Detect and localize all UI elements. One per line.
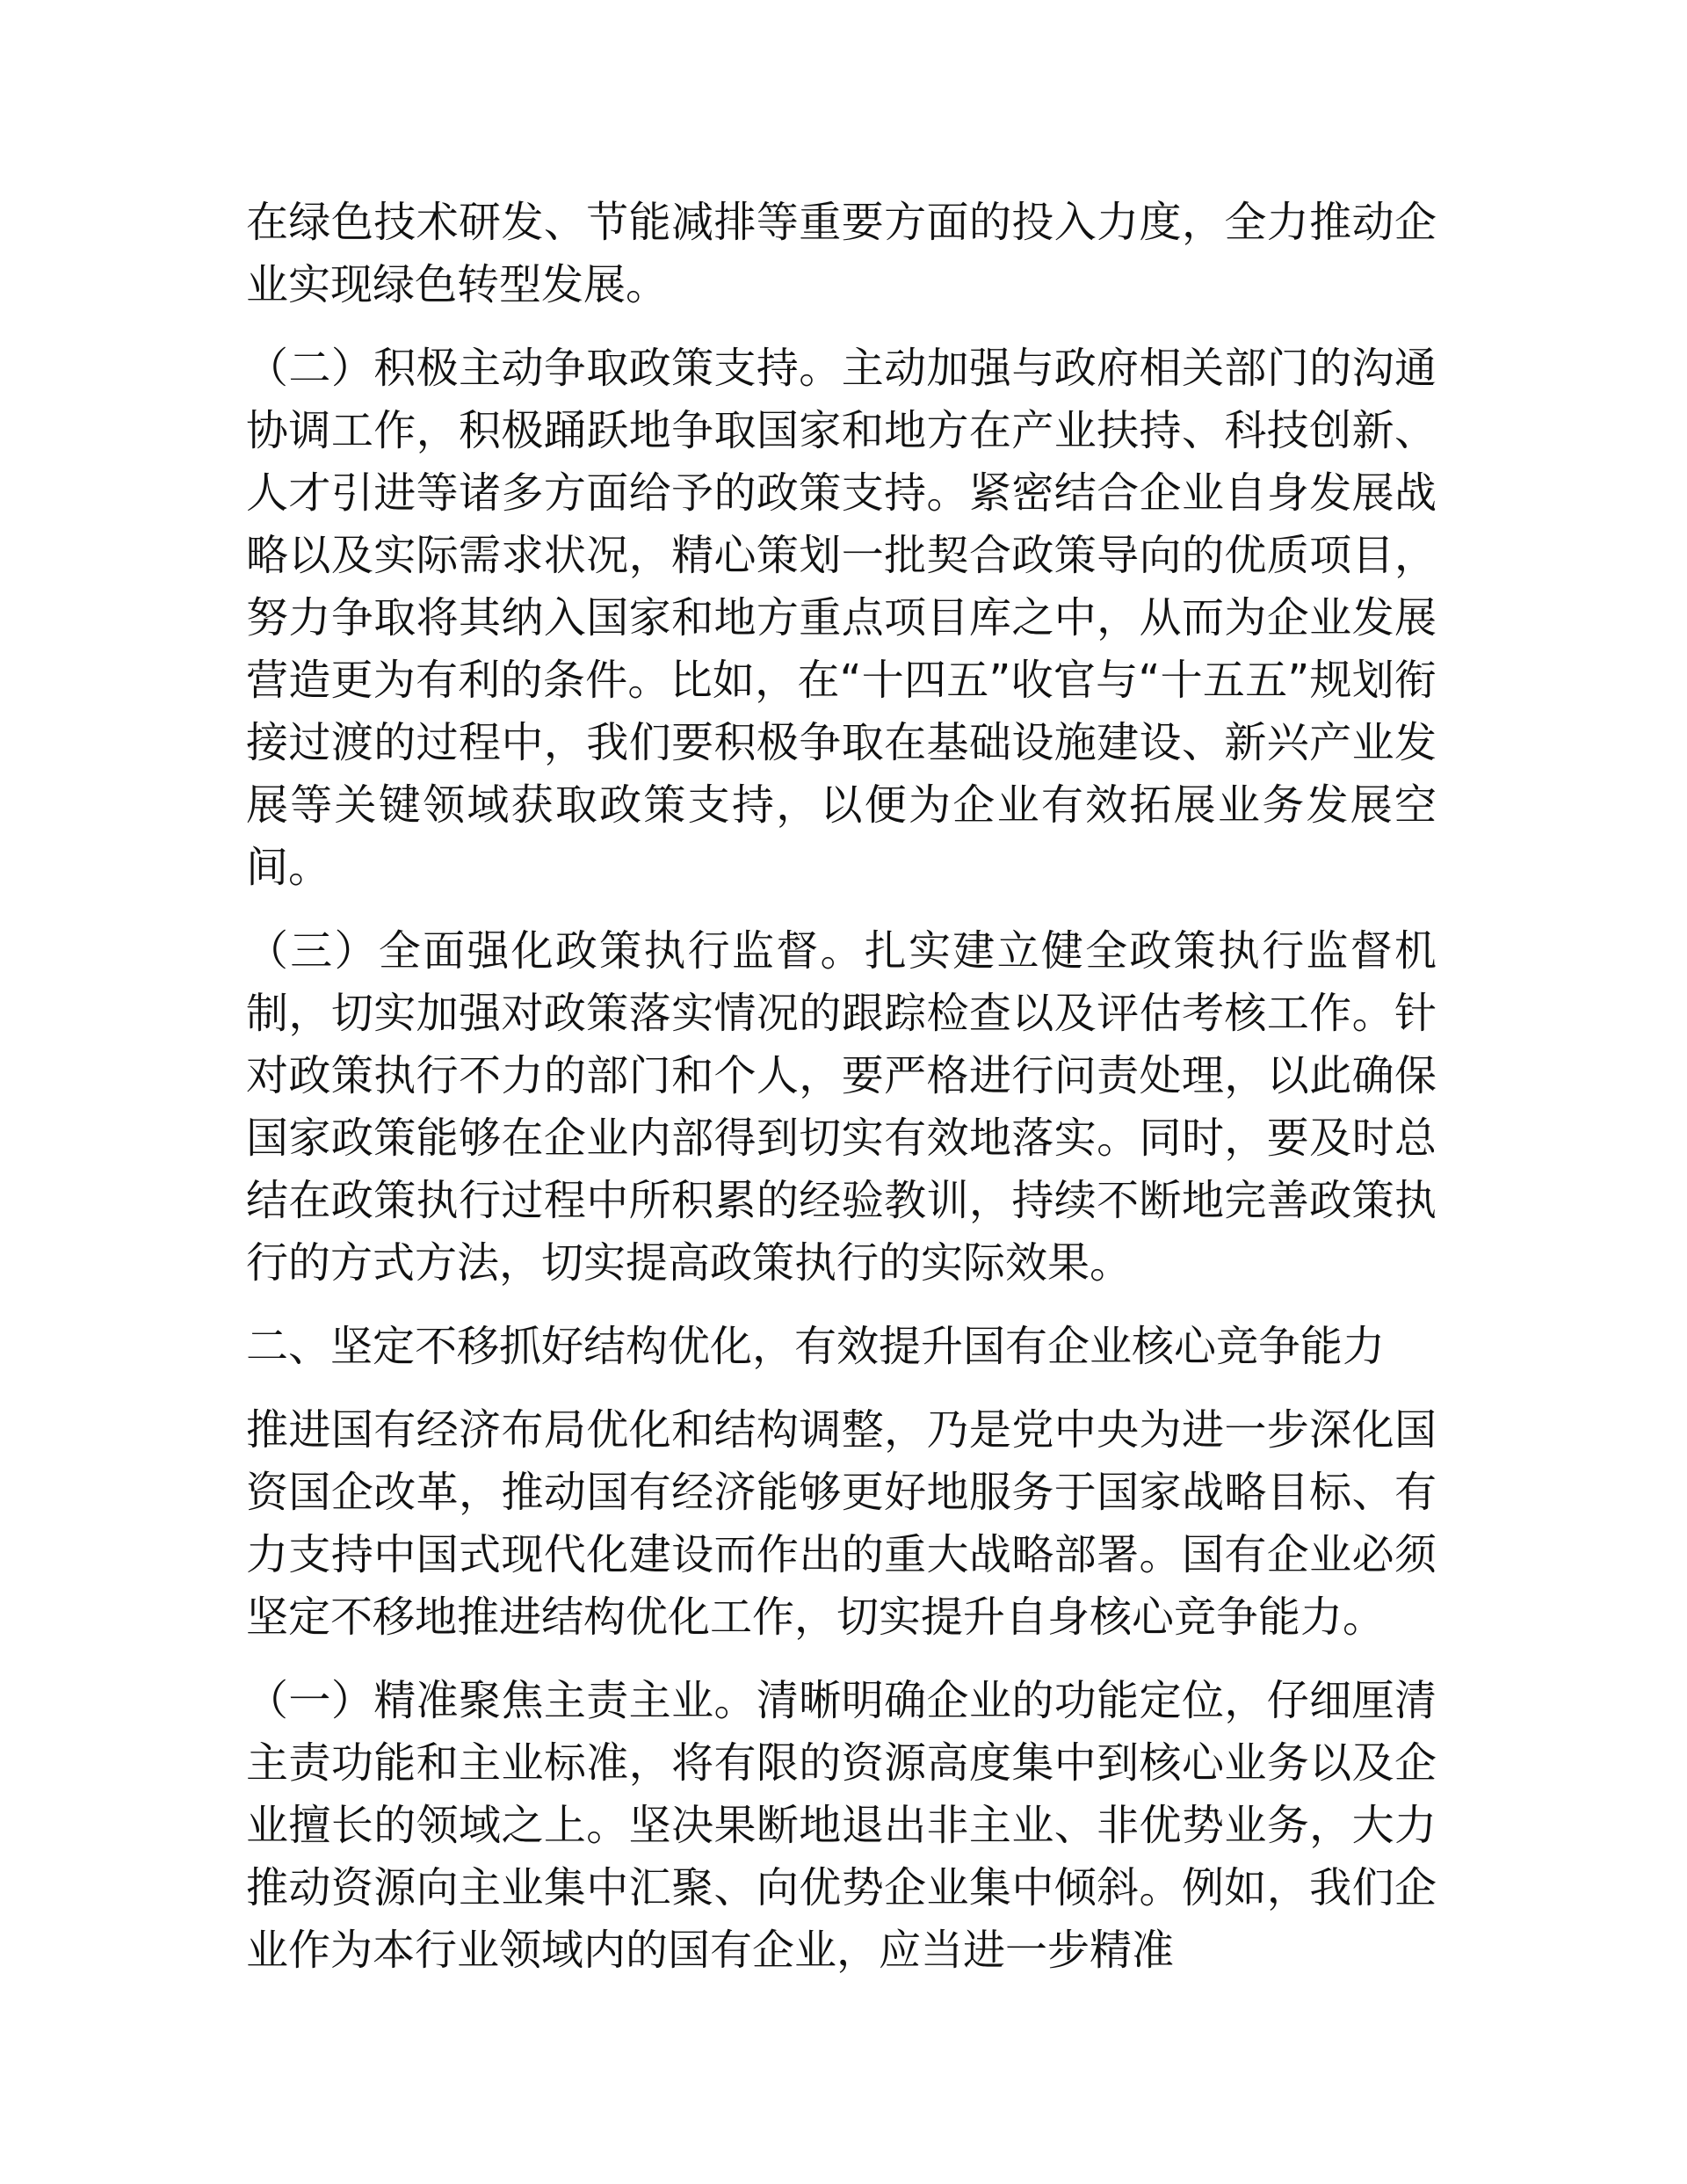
paragraph-policy-supervision: （三）全面强化政策执行监督。扎实建立健全政策执行监督机制，切实加强对政策落实情况的跟踪检查以及评估考核工作。针对政策执行不力的部门和个人，要严格进行问责处理，以此确保国家政策能够在企业内部得到切实有效地落实。同时，要及时总结在政策执行过程中所积累的经验教训，持续不断地完善政策执行的方式方法，切实提高政策执行的实际效果。 [246, 926, 1437, 1288]
paragraph-layout-optimization: 推进国有经济布局优化和结构调整，乃是党中央为进一步深化国资国企改革，推动国有经济能够更好地服务于国家战略目标、有力支持中国式现代化建设而作出的重大战略部署。国有企业必须坚定不移地推进结构优化工作，切实提升自身核心竞争能力。 [246, 1405, 1437, 1642]
paragraph-focus-main-business: （一）精准聚焦主责主业。清晰明确企业的功能定位，仔细厘清主责功能和主业标准，将有限的资源高度集中到核心业务以及企业擅长的领域之上。坚决果断地退出非主业、非优势业务，大力推动资源向主业集中汇聚、向优势企业集中倾斜。例如，我们企业作为本行业领域内的国有企业，应当进一步精准 [246, 1676, 1437, 1975]
section-heading-structure-optimization: 二、坚定不移抓好结构优化，有效提升国有企业核心竞争能力 [246, 1322, 1386, 1371]
paragraph-green-transformation: 在绿色技术研发、节能减排等重要方面的投入力度，全力推动企业实现绿色转型发展。 [246, 198, 1437, 309]
paragraph-policy-support: （二）积极主动争取政策支持。主动加强与政府相关部门的沟通协调工作，积极踊跃地争取国家和地方在产业扶持、科技创新、人才引进等诸多方面给予的政策支持。紧密结合企业自身发展战略以及实际需求状况，精心策划一批契合政策导向的优质项目，努力争取将其纳入国家和地方重点项目库之中，从而为企业发展营造更为有利的条件。比如，在“十四五”收官与“十五五”规划衔接过渡的过程中，我们要积极争取在基础设施建设、新兴产业发展等关键领域获取政策支持，以便为企业有效拓展业务发展空间。 [246, 344, 1437, 892]
document-body [246, 192, 1437, 2003]
